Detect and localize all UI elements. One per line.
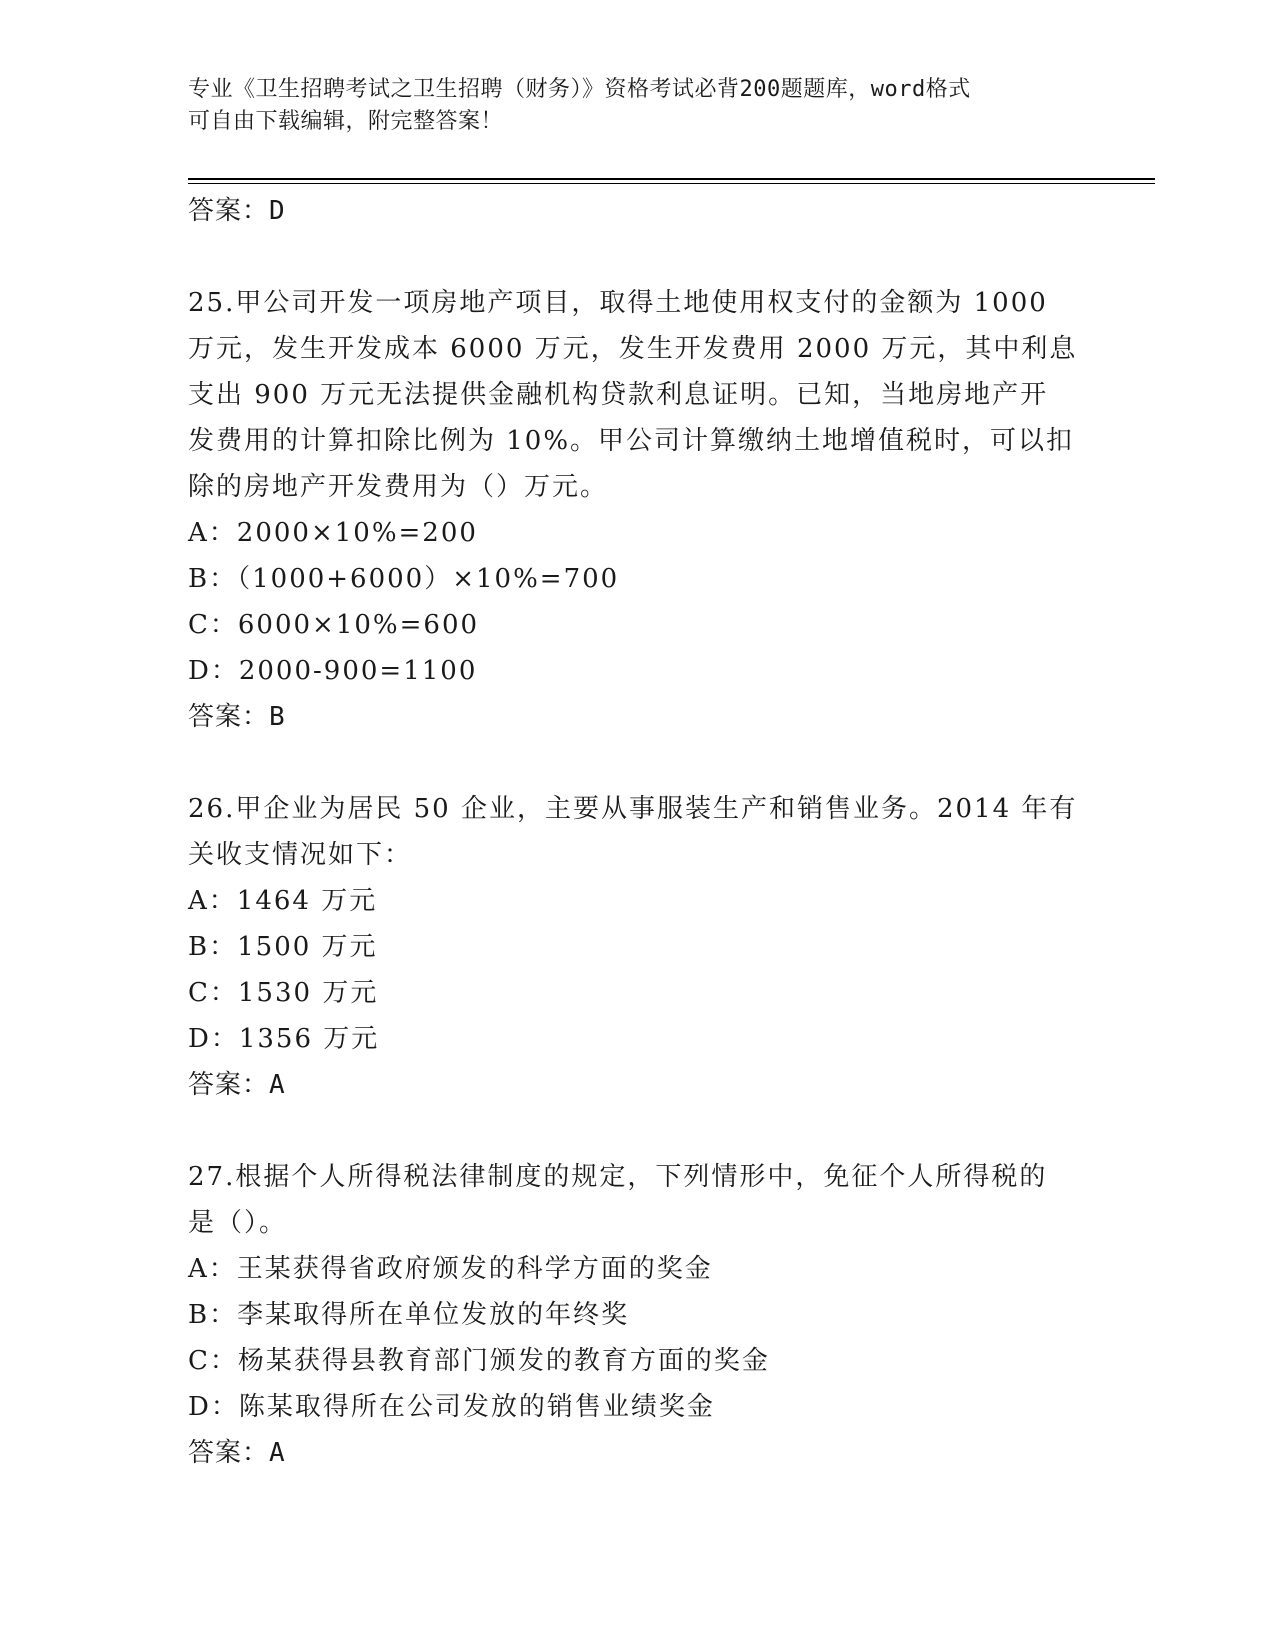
spacer <box>188 1108 1088 1154</box>
question-stem-line: 关收支情况如下： <box>188 840 413 870</box>
question-block <box>188 280 1088 740</box>
question-block <box>188 1154 1088 1476</box>
previous-answer: 答案：D <box>188 196 286 226</box>
option-a: A：1464 万元 <box>188 886 378 916</box>
option-d: D：陈某取得所在公司发放的销售业绩奖金 <box>188 1392 715 1422</box>
question-block <box>188 786 1088 1108</box>
header-line-2: 可自由下载编辑，附完整答案！ <box>188 109 504 134</box>
option-c: C：6000×10%=600 <box>188 610 480 640</box>
option-b: B：（1000+6000）×10%=700 <box>188 564 620 594</box>
question-stem-line: 是（）。 <box>188 1208 288 1238</box>
question-content <box>188 188 1088 1476</box>
question-stem-line: 27.根据个人所得税法律制度的规定，下列情形中，免征个人所得税的 <box>188 1162 1048 1192</box>
question-stem-line: 支出 900 万元无法提供金融机构贷款利息证明。已知，当地房地产开 <box>188 380 1049 410</box>
spacer <box>188 234 1088 280</box>
option-b: B：李某取得所在单位发放的年终奖 <box>188 1300 630 1330</box>
option-d: D：1356 万元 <box>188 1024 380 1054</box>
question-stem-line: 25.甲公司开发一项房地产项目，取得土地使用权支付的金额为 1000 <box>188 288 1048 318</box>
question-stem-line: 26.甲企业为居民 50 企业，主要从事服装生产和销售业务。2014 年有 <box>188 794 1078 824</box>
option-a: A：2000×10%=200 <box>188 518 478 548</box>
question-stem-line: 除的房地产开发费用为（）万元。 <box>188 472 609 502</box>
header-line-1: 专业《卫生招聘考试之卫生招聘（财务）》资格考试必背200题题库，word格式 <box>188 77 971 102</box>
option-c: C：1530 万元 <box>188 978 379 1008</box>
option-a: A：王某获得省政府颁发的科学方面的奖金 <box>188 1254 713 1284</box>
question-stem-line: 发费用的计算扣除比例为 10%。甲公司计算缴纳土地增值税时，可以扣 <box>188 426 1075 456</box>
option-c: C：杨某获得县教育部门颁发的教育方面的奖金 <box>188 1346 770 1376</box>
header-rule-thin <box>188 183 1155 184</box>
option-d: D：2000-900=1100 <box>188 656 478 686</box>
answer-line: 答案：A <box>188 1438 286 1468</box>
answer-line: 答案：A <box>188 1070 286 1100</box>
page-header <box>188 74 1068 138</box>
header-rule-thick <box>188 178 1155 180</box>
spacer <box>188 740 1088 786</box>
question-stem-line: 万元，发生开发成本 6000 万元，发生开发费用 2000 万元，其中利息 <box>188 334 1078 364</box>
option-b: B：1500 万元 <box>188 932 378 962</box>
answer-line: 答案：B <box>188 702 286 732</box>
